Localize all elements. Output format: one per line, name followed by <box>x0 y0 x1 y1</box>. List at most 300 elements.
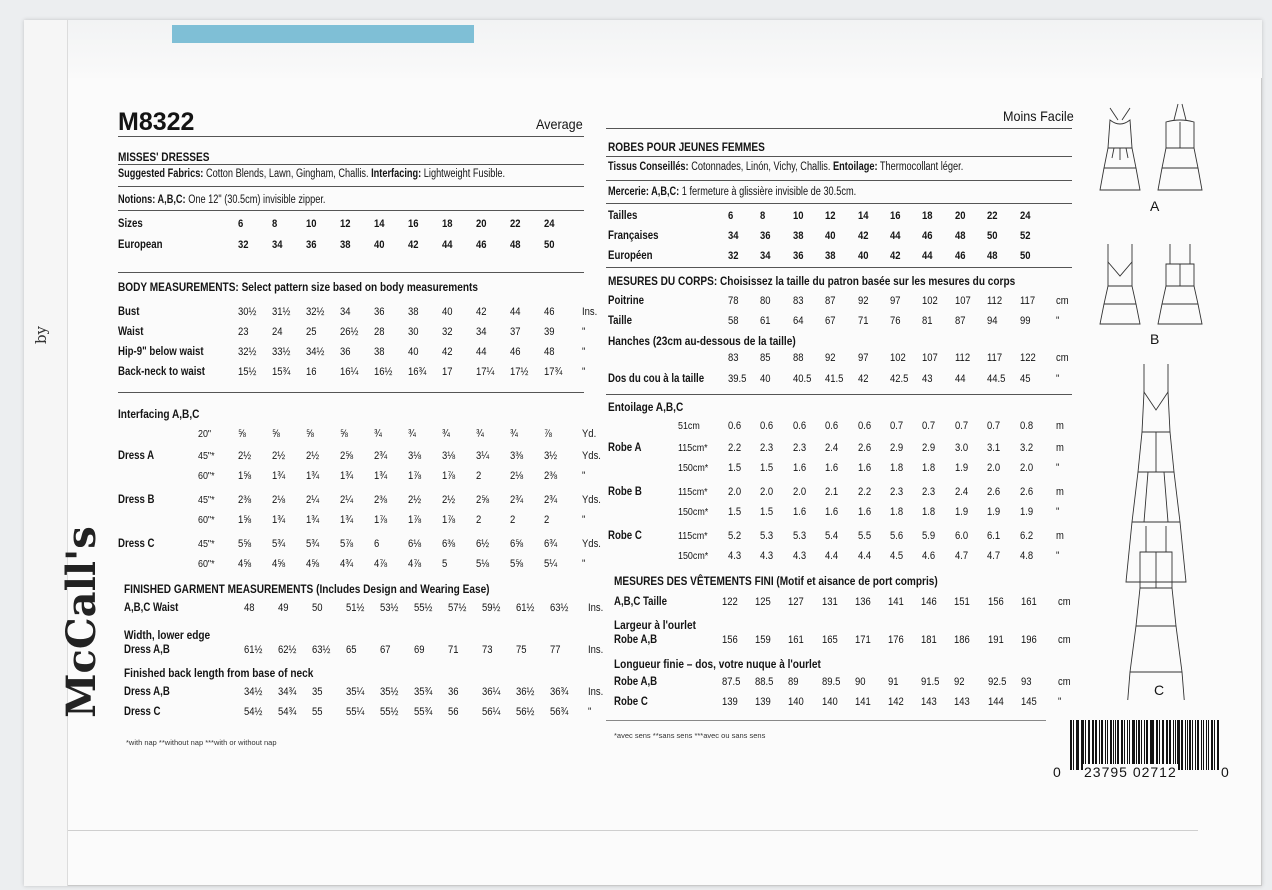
barcode-bar <box>1187 720 1188 770</box>
cell: ⅝ <box>272 428 280 440</box>
cell: 1⅞ <box>374 514 388 526</box>
barcode-bar <box>1117 720 1119 770</box>
view-b-back-sketch <box>1158 244 1202 324</box>
cell: 3⅛ <box>408 450 422 462</box>
cell: 1¾ <box>306 514 320 526</box>
cell: 161 <box>1020 596 1037 608</box>
cell: 93 <box>1020 676 1032 688</box>
row-width: 45"* <box>198 450 215 462</box>
barcode-bar <box>1192 720 1193 770</box>
row-unit: Yds. <box>582 494 601 506</box>
poitrine-row <box>608 295 1071 307</box>
barcode <box>1070 720 1220 770</box>
cell: 90 <box>854 676 866 688</box>
barcode-bar <box>1129 720 1130 770</box>
barcode-bar <box>1124 720 1126 770</box>
cell: 0.6 <box>728 420 742 432</box>
row-label: Tailles <box>608 210 638 222</box>
entoilage-row <box>608 420 1065 432</box>
cell: 4.7 <box>987 550 1001 562</box>
cell: 16¼ <box>340 366 359 378</box>
cell: 12 <box>825 210 836 222</box>
cell: 127 <box>788 596 805 608</box>
cell: 4⅝ <box>238 558 252 570</box>
notions-fr: Mercerie: A,B,C: 1 fermeture à glissière invisible de 30.5cm. <box>608 186 857 198</box>
cell: 71 <box>857 315 869 327</box>
cell: 2½ <box>238 450 252 462</box>
row-label: Françaises <box>608 230 659 242</box>
barcode-bar <box>1115 720 1116 770</box>
cell: 17 <box>442 366 453 378</box>
cell: 117 <box>1019 295 1035 307</box>
cell: 87.5 <box>722 676 741 688</box>
dress-yardage-row <box>118 470 586 482</box>
cell: 1.5 <box>728 462 742 474</box>
barcode-bar <box>1146 720 1148 770</box>
cell: 1.5 <box>728 506 742 518</box>
cell: 191 <box>987 634 1004 646</box>
cell: 89 <box>788 676 799 688</box>
cell: 24 <box>272 326 283 338</box>
cell: ¾ <box>510 428 518 440</box>
cell: 42 <box>476 306 487 318</box>
cell: 2.6 <box>1019 486 1033 498</box>
cell: 54¾ <box>278 706 297 718</box>
row-label: Dos du cou à la taille <box>608 373 705 385</box>
cell: 181 <box>921 634 937 646</box>
cell: 1¾ <box>272 514 286 526</box>
cell: 5.6 <box>889 530 904 542</box>
barcode-bar <box>1088 720 1089 770</box>
cell: 5 <box>442 558 448 570</box>
cell: 1¾ <box>340 514 354 526</box>
cell: 117 <box>987 352 1003 364</box>
cell: 35¼ <box>346 686 365 698</box>
cell: 59½ <box>482 602 501 614</box>
cell: 3⅛ <box>442 450 456 462</box>
cell: 2½ <box>272 450 286 462</box>
cell: 48 <box>244 602 255 614</box>
length-row <box>124 686 606 698</box>
cell: 88.5 <box>755 676 774 688</box>
cell: 16 <box>889 210 901 222</box>
cell: 2½ <box>306 450 320 462</box>
barcode-bar <box>1185 720 1186 770</box>
cell: 61 <box>760 315 771 327</box>
cell: 35¾ <box>414 686 433 698</box>
cell: 55¾ <box>414 706 433 718</box>
barcode-bar <box>1159 720 1160 770</box>
cell: 20 <box>476 218 487 230</box>
barcode-digits: 23795 02712 <box>1084 764 1177 780</box>
cell: 1.6 <box>825 462 839 474</box>
cell: 156 <box>987 596 1004 608</box>
cell: 35 <box>312 686 323 698</box>
cell: 46 <box>510 346 521 358</box>
cell: 8 <box>760 210 766 222</box>
barcode-bar <box>1217 720 1219 770</box>
row-width: 150cm* <box>678 550 709 562</box>
entoilage-heading: Entoilage A,B,C <box>608 400 684 414</box>
cell: 102 <box>922 295 939 307</box>
cell: 37 <box>510 326 521 338</box>
cell: 16¾ <box>408 366 427 378</box>
cell: 22 <box>987 210 998 222</box>
barcode-bar <box>1092 720 1094 770</box>
robe-yardage-row <box>608 506 1060 518</box>
finished-waist-row <box>124 602 606 614</box>
barcode-bar <box>1076 720 1077 770</box>
barcode-bar <box>1073 720 1074 770</box>
row-unit: cm <box>1057 634 1071 646</box>
brand-by: by <box>32 325 50 345</box>
row-width: 45"* <box>198 494 215 506</box>
cell: 83 <box>728 352 739 364</box>
cell: 44.5 <box>987 373 1006 385</box>
row-label: Dress C <box>124 706 161 718</box>
cell: 38 <box>408 306 419 318</box>
view-c-front-sketch <box>1126 364 1186 582</box>
cell: 2.3 <box>760 442 774 454</box>
cell: 3½ <box>544 450 558 462</box>
cell: 4.6 <box>922 550 936 562</box>
french-row <box>608 230 1052 242</box>
cell: 39.5 <box>728 373 747 385</box>
cell: 36 <box>448 686 459 698</box>
row-label: Dress C <box>118 538 155 550</box>
cell: 196 <box>1020 634 1037 646</box>
cell: 171 <box>854 634 871 646</box>
cell: 44 <box>510 306 521 318</box>
hanches-row <box>608 352 1071 364</box>
row-unit: Yds. <box>582 450 601 462</box>
cell: 41.5 <box>825 373 844 385</box>
cell: 5¾ <box>306 538 320 550</box>
cell: 42.5 <box>889 373 909 385</box>
view-a-back-sketch <box>1158 104 1202 190</box>
robe-yardage-row <box>608 442 1065 454</box>
length-row-fr <box>614 676 1073 688</box>
cell: 161 <box>788 634 805 646</box>
row-label: Sizes <box>118 218 143 230</box>
cell: 48 <box>544 346 555 358</box>
view-label-a: A <box>1150 198 1160 214</box>
cell: 20 <box>954 210 966 222</box>
cell: 32 <box>238 239 249 251</box>
row-unit: Ins. <box>588 644 604 656</box>
body-measurements-heading: BODY MEASUREMENTS: Select pattern size based on body measurements <box>118 280 478 294</box>
cell: 6½ <box>476 538 490 550</box>
cell: 140 <box>788 696 805 708</box>
cell: 91 <box>887 676 899 688</box>
cell: 50 <box>544 239 555 251</box>
barcode-bar <box>1166 720 1168 770</box>
cell: ¾ <box>408 428 416 440</box>
barcode-bar <box>1189 720 1191 770</box>
cell: 50 <box>987 230 998 242</box>
cell: 2.2 <box>728 442 742 454</box>
cell: 34 <box>476 326 487 338</box>
cell: 5¾ <box>272 538 286 550</box>
cell: 40 <box>825 230 836 242</box>
cell: 5.3 <box>792 530 806 542</box>
cell: 3⅜ <box>510 450 524 462</box>
barcode-bar <box>1181 720 1183 770</box>
cell: 55 <box>312 706 323 718</box>
cell: 36 <box>306 239 317 251</box>
cell: 92 <box>825 352 836 364</box>
cell: 2.0 <box>987 462 1001 474</box>
cell: 2⅜ <box>238 494 252 506</box>
cell: 1.6 <box>792 462 806 474</box>
view-label-c: C <box>1154 682 1165 698</box>
cell: 6.0 <box>954 530 968 542</box>
dress-yardage-row <box>118 538 604 550</box>
cell: 73 <box>482 644 493 656</box>
cell: 1.8 <box>889 462 904 474</box>
cell: 3¼ <box>476 450 490 462</box>
cell: 6¾ <box>544 538 558 550</box>
barcode-bar <box>1173 720 1174 770</box>
cell: 15¾ <box>272 366 291 378</box>
cell: 49 <box>278 602 289 614</box>
cell: 28 <box>374 326 385 338</box>
row-label: Européen <box>608 250 653 262</box>
row-unit: cm <box>1055 352 1069 364</box>
barcode-bar <box>1144 720 1145 770</box>
cell: 92 <box>857 295 869 307</box>
cell: 6.2 <box>1019 530 1033 542</box>
garment-title-fr: ROBES POUR JEUNES FEMMES <box>608 140 765 154</box>
cell: ⅝ <box>340 428 348 440</box>
cell: 36 <box>374 306 385 318</box>
row-label: Robe B <box>608 486 642 498</box>
cell: 12 <box>340 218 351 230</box>
row-label: Hip-9" below waist <box>118 346 204 358</box>
cell: 34¾ <box>278 686 297 698</box>
cell: 5.3 <box>760 530 774 542</box>
barcode-bar <box>1085 720 1086 770</box>
cell: 125 <box>755 596 771 608</box>
cell: 1¾ <box>374 470 388 482</box>
cell: 57½ <box>448 602 467 614</box>
row-unit: m <box>1055 420 1064 432</box>
width-heading: Width, lower edge <box>124 628 211 642</box>
cell: 4.3 <box>792 550 806 562</box>
cell: 17½ <box>510 366 529 378</box>
cell: 5.9 <box>922 530 936 542</box>
cell: 4.5 <box>889 550 904 562</box>
cell: 1.9 <box>954 506 968 518</box>
barcode-bar <box>1162 720 1163 770</box>
cell: 2¾ <box>374 450 388 462</box>
cell: 3.1 <box>987 442 1001 454</box>
row-label: European <box>118 239 163 251</box>
cell: 18 <box>442 218 453 230</box>
robe-yardage-row <box>608 530 1065 542</box>
body-row <box>118 346 586 358</box>
barcode-bar <box>1110 720 1112 770</box>
cell: 2 <box>476 514 482 526</box>
cell: 97 <box>889 295 901 307</box>
cell: 88 <box>792 352 804 364</box>
cell: 30½ <box>238 306 257 318</box>
row-label: Back-neck to waist <box>118 366 205 378</box>
cell: 136 <box>854 596 871 608</box>
cell: 4.8 <box>1019 550 1033 562</box>
cell: 67 <box>825 315 836 327</box>
row-label: Poitrine <box>608 295 644 307</box>
row-unit: " <box>1055 462 1060 474</box>
length-heading-fr: Longueur finie – dos, votre nuque à l'ourlet <box>614 657 821 671</box>
cell: 5¼ <box>544 558 558 570</box>
cell: 50 <box>312 602 323 614</box>
cell: 80 <box>760 295 771 307</box>
barcode-bar <box>1081 720 1084 770</box>
cell: 5⅛ <box>476 558 490 570</box>
barcode-bar <box>1095 720 1097 770</box>
cell: 87 <box>825 295 836 307</box>
cell: 32 <box>728 250 739 262</box>
row-width: 150cm* <box>678 462 709 474</box>
cell: 51½ <box>346 602 365 614</box>
cell: 139 <box>755 696 771 708</box>
cell: 1¾ <box>272 470 286 482</box>
cell: ¾ <box>374 428 382 440</box>
row-label: Robe A,B <box>614 634 658 646</box>
cell: 2½ <box>442 494 456 506</box>
cell: 42 <box>442 346 453 358</box>
cell: 0.7 <box>954 420 968 432</box>
cell: 38 <box>340 239 351 251</box>
barcode-bar <box>1077 720 1079 770</box>
cell: 16 <box>306 366 317 378</box>
cell: 122 <box>722 596 738 608</box>
barcode-bar <box>1136 720 1137 770</box>
cell: 145 <box>1020 696 1037 708</box>
row-label: A,B,C Waist <box>124 602 179 614</box>
cell: 2.3 <box>792 442 806 454</box>
cell: 40 <box>374 239 385 251</box>
barcode-bar <box>1150 720 1151 770</box>
barcode-bar <box>1101 720 1104 770</box>
cell: 2.6 <box>857 442 871 454</box>
view-a-front-sketch <box>1100 108 1140 190</box>
cell: 34 <box>272 239 283 251</box>
barcode-left-digit: 0 <box>1053 764 1061 780</box>
interfacing-row <box>118 428 599 440</box>
cell: 44 <box>922 250 933 262</box>
barcode-bar <box>1089 720 1090 770</box>
cell: 0.6 <box>825 420 839 432</box>
finished-heading-fr: MESURES DES VÊTEMENTS FINI (Motif et aisance de port compris) <box>614 574 938 588</box>
cell: 16½ <box>374 366 393 378</box>
cell: 42 <box>408 239 419 251</box>
row-unit: " <box>1055 550 1060 562</box>
cell: 4.3 <box>728 550 742 562</box>
row-label: Robe A,B <box>614 676 658 688</box>
cell: 16 <box>408 218 419 230</box>
body-row <box>118 306 600 318</box>
cell: 2¾ <box>510 494 524 506</box>
barcode-bar <box>1203 720 1204 770</box>
cell: 1.8 <box>922 506 936 518</box>
row-unit: m <box>1055 486 1064 498</box>
cell: 4.4 <box>825 550 839 562</box>
cell: 0.7 <box>987 420 1001 432</box>
row-unit: " <box>582 346 586 358</box>
cell: 2¼ <box>340 494 354 506</box>
cell: ⅝ <box>238 428 246 440</box>
cell: 89.5 <box>821 676 840 688</box>
cell: 5.4 <box>825 530 839 542</box>
sizes-row <box>118 218 578 230</box>
view-c-back-sketch <box>1126 526 1186 700</box>
barcode-right-digit: 0 <box>1221 764 1229 780</box>
cell: ¾ <box>442 428 450 440</box>
barcode-bar <box>1175 720 1176 770</box>
cell: 1.6 <box>792 506 806 518</box>
cell: 140 <box>821 696 838 708</box>
cell: 39 <box>544 326 555 338</box>
width-row <box>124 644 606 656</box>
row-unit: " <box>1055 315 1060 327</box>
cell: 61½ <box>516 602 535 614</box>
cell: 69 <box>414 644 425 656</box>
cell: 97 <box>857 352 869 364</box>
cell: 4⅞ <box>374 558 388 570</box>
dress-yardage-row <box>118 494 604 506</box>
cell: 141 <box>854 696 871 708</box>
bottom-seam <box>68 830 1198 831</box>
brand-logo: McCall's <box>58 526 105 718</box>
cell: 58 <box>728 315 739 327</box>
cell: 2.4 <box>954 486 968 498</box>
cell: 4.7 <box>954 550 968 562</box>
row-label: Robe C <box>608 530 642 542</box>
cell: 64 <box>792 315 804 327</box>
cell: 44 <box>954 373 966 385</box>
cell: ⅝ <box>306 428 314 440</box>
cell: 85 <box>760 352 771 364</box>
cell: 83 <box>792 295 804 307</box>
cell: 165 <box>821 634 838 646</box>
cell: 2¼ <box>306 494 320 506</box>
barcode-bar <box>1138 720 1140 770</box>
cell: 34 <box>760 250 771 262</box>
cell: 1.8 <box>922 462 936 474</box>
cell: 24 <box>544 218 555 230</box>
cell: 36 <box>760 230 771 242</box>
row-unit: " <box>582 558 586 570</box>
row-unit: cm <box>1057 596 1071 608</box>
row-unit: Yd. <box>582 428 597 440</box>
cell: 4⅞ <box>408 558 422 570</box>
row-unit: " <box>588 706 592 718</box>
cell: 146 <box>921 596 937 608</box>
cell: 23 <box>238 326 249 338</box>
barcode-bar <box>1121 720 1123 770</box>
cell: 2⅛ <box>510 470 524 482</box>
cell: 32 <box>442 326 453 338</box>
cell: 14 <box>374 218 385 230</box>
cell: 56¼ <box>482 706 501 718</box>
row-unit: " <box>582 514 586 526</box>
cell: 2 <box>510 514 516 526</box>
cell: 45 <box>1019 373 1031 385</box>
barcode-bar <box>1113 720 1114 770</box>
cell: 36¼ <box>482 686 501 698</box>
